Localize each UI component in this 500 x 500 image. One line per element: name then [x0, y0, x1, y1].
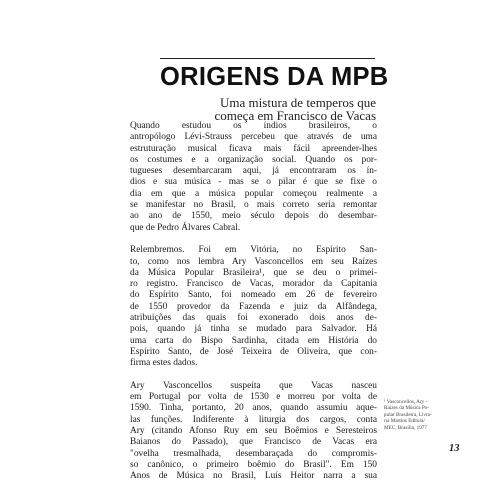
text-line: Anos de Música no Brasil, Luís Heitor narra a sua	[130, 471, 377, 482]
text-line: las funções. Indiferente à liturgia dos cargos, conta	[130, 414, 377, 425]
text-line: em Portugal por volta de 1530 e morreu por volta de	[130, 392, 377, 403]
text-line: dios e sua música - mas se o pilar é que se fixe o	[130, 177, 377, 188]
paragraph	[116, 121, 377, 234]
page-number: 13	[449, 443, 460, 454]
text-line: de 1550 provedor da Fazenda e juiz da Alfândega,	[130, 301, 377, 312]
text-line: da Música Popular Brasileira¹, que se deu o primei-	[130, 267, 377, 278]
text-line: pois, quando já tinha se mudado para Salvador. Há	[130, 324, 377, 335]
text-line: ao ano de 1550, meio século depois do desembar-	[130, 211, 377, 222]
text-line: antropólogo Lévi-Strauss percebeu que através de uma	[130, 132, 377, 143]
text-line: Relembremos. Foi em Vitória, no Espírito San-	[130, 245, 377, 256]
text-line: do Espírito Santo, foi nomeado em 26 de fevereiro	[130, 290, 377, 301]
paragraph	[116, 381, 377, 483]
footnote-line: ¹ Vasconcellos, Ary -	[384, 399, 428, 405]
page-title: ORIGENS DA MPB	[160, 63, 389, 91]
title-rule	[160, 58, 375, 59]
text-line: firma estes dados.	[130, 358, 198, 369]
text-line: estruturação musical ficava mais fácil apreender-lhes	[130, 143, 377, 154]
text-line: Espírito Santo, de José Teixeira de Oliveira, que con-	[130, 346, 377, 357]
text-line: ro registro. Francisco de Vacas, morador da Capitania	[130, 279, 377, 290]
subtitle-line: começa em Francisco de Vacas	[214, 108, 376, 123]
body-text	[116, 121, 377, 483]
text-line: os costumes e a organização social. Quando os por-	[130, 154, 377, 165]
text-line: to, como nos lembra Ary Vasconcellos em seu Raízes	[130, 256, 377, 267]
footnote-line: MEC, Brasília, 1977	[384, 424, 427, 431]
text-line: uma carta do Bispo Sardinha, citada em História do	[130, 335, 377, 346]
text-line: "ovelha tresmalhada, desembaraçada do compromis-	[130, 448, 377, 459]
footnote-line: ria Martins Editora/	[384, 418, 425, 425]
text-line: Baianos do Passado), que Francisco de Vacas era	[130, 437, 377, 448]
footnote-line: Raízes da Música Po-	[384, 405, 430, 412]
text-line: 1590. Tinha, portanto, 20 anos, quando assumiu aque-	[130, 403, 377, 414]
text-line: se manifestar no Brasil, o mais correto seria remontar	[130, 200, 377, 211]
text-line: so canônico, o primeiro boêmio do Brasil". Em 150	[130, 459, 377, 470]
text-line: Quando estudou os índios brasileiros, o	[130, 121, 377, 131]
footnote-line: pular Brasileira, Livra-	[384, 411, 432, 418]
subtitle-line: Uma mistura de temperos que	[220, 95, 376, 110]
footnote	[384, 399, 464, 431]
subtitle	[160, 96, 376, 122]
paragraph	[116, 245, 377, 369]
text-line: que de Pedro Álvares Cabral.	[130, 222, 241, 233]
text-line: tugueses desembarcaram aqui, já encontraram os ín-	[130, 166, 377, 177]
text-line: dia em que a música popular começou realmente a	[130, 188, 377, 199]
text-line: Ary Vasconcellos suspeita que Vacas nasceu	[130, 380, 377, 391]
text-line: atribuições das quais foi exonerado dois anos de-	[130, 313, 377, 324]
text-line: Ary (citando Afonso Ruy em seu Boêmios e Seresteiros	[130, 426, 377, 437]
